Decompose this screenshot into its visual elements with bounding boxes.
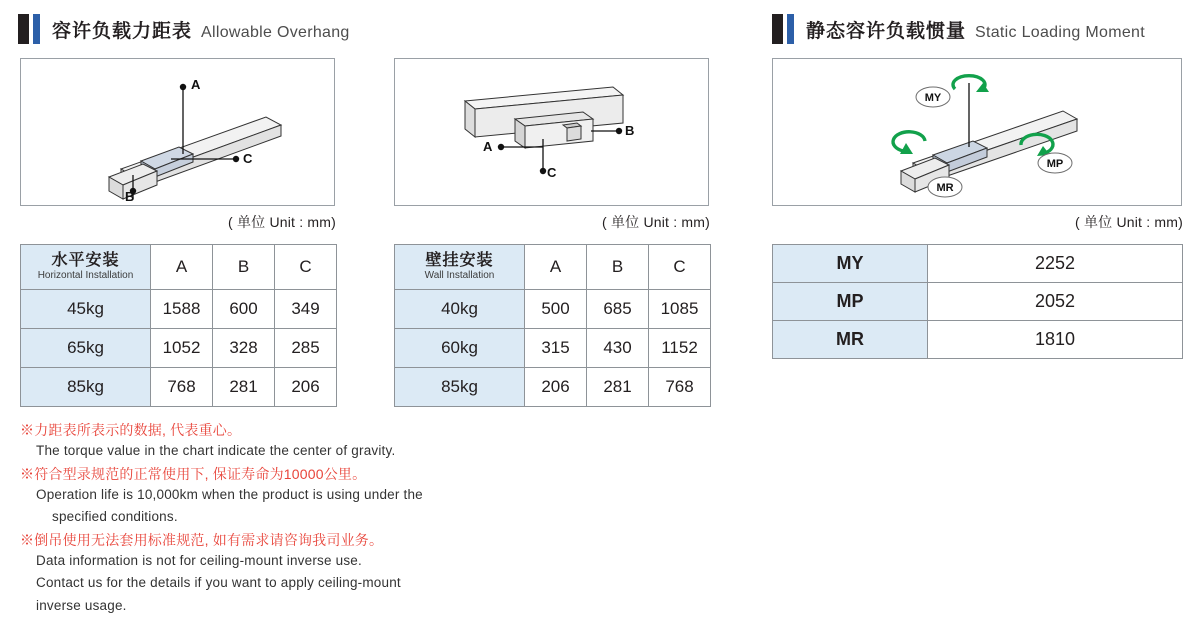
note-cn-1: ※力距表所表示的数据, 代表重心。 <box>20 422 242 438</box>
header-bar-dark <box>772 14 783 44</box>
moment-label-mp: MP <box>773 283 928 321</box>
figure-static-loading-moment <box>772 58 1182 206</box>
column-header-c: C <box>649 245 711 290</box>
note-cn-2: ※符合型录规范的正常使用下, 保证寿命为10000公里。 <box>20 465 367 482</box>
column-header-b: B <box>587 245 649 290</box>
figure-wall-installation <box>394 58 709 206</box>
cell-a: 1588 <box>151 290 213 329</box>
header-bar-blue <box>787 14 794 44</box>
note-cn-3: ※倒吊使用无法套用标准规范, 如有需求请咨询我司业务。 <box>20 531 384 548</box>
horizontal-actuator-drawing <box>21 59 334 205</box>
header-title-en: Allowable Overhang <box>201 23 350 41</box>
figure-label-a: A <box>191 77 201 92</box>
column-header-c: C <box>275 245 337 290</box>
note-en-3-line3: inverse usage. <box>36 597 127 613</box>
cell-a: 500 <box>525 290 587 329</box>
column-header-b: B <box>213 245 275 290</box>
section-header-allowable-overhang <box>18 14 350 44</box>
unit-caption-fig2: ( 单位 Unit : mm) <box>602 214 710 230</box>
figure-label-b: B <box>625 123 635 138</box>
cell-a: 1052 <box>151 329 213 368</box>
row-label: 60kg <box>395 329 525 368</box>
cell-a: 206 <box>525 368 587 407</box>
header-title-cn: 容许负载力距表 <box>52 20 193 42</box>
notes-block <box>20 420 540 618</box>
cell-c: 1085 <box>649 290 711 329</box>
table-header-en: Wall Installation <box>424 270 495 282</box>
header-bar-dark <box>18 14 29 44</box>
svg-text:MR: MR <box>936 182 954 194</box>
cell-a: 315 <box>525 329 587 368</box>
table-header-row <box>395 245 711 290</box>
cell-b: 430 <box>587 329 649 368</box>
table-row <box>773 283 1183 321</box>
note-en-3-line2: Contact us for the details if you want to apply ceiling-mount <box>36 575 401 591</box>
figure-label-a: A <box>483 139 493 154</box>
figure-label-c: C <box>243 151 253 166</box>
row-label: 65kg <box>21 329 151 368</box>
figure-horizontal-installation <box>20 58 335 206</box>
unit-caption-fig3: ( 单位 Unit : mm) <box>1075 214 1183 230</box>
column-header-a: A <box>525 245 587 290</box>
table-row <box>21 290 337 329</box>
header-bar-blue <box>33 14 40 44</box>
svg-text:MP: MP <box>1046 158 1064 170</box>
table-row <box>773 245 1183 283</box>
table-row <box>21 329 337 368</box>
table-header-cn: 水平安装 <box>51 252 120 270</box>
cell-b: 281 <box>587 368 649 407</box>
column-header-a: A <box>151 245 213 290</box>
table-row <box>395 368 711 407</box>
cell-b: 281 <box>213 368 275 407</box>
figure-label-mp <box>1038 153 1072 173</box>
note-en-2-line2: specified conditions. <box>52 509 178 525</box>
moment-label-mr: MR <box>773 321 928 359</box>
moment-value-mr: 1810 <box>928 321 1183 359</box>
table-row <box>773 321 1183 359</box>
table-header-label <box>21 245 151 290</box>
header-title-en: Static Loading Moment <box>975 23 1145 41</box>
cell-a: 768 <box>151 368 213 407</box>
table-header-row <box>21 245 337 290</box>
table-row <box>395 290 711 329</box>
note-en-2-line1: Operation life is 10,000km when the product is using under the <box>36 486 423 502</box>
header-titles <box>806 16 1145 43</box>
figure-label-my <box>916 87 950 107</box>
unit-caption-fig1: ( 单位 Unit : mm) <box>228 214 336 230</box>
wall-actuator-drawing <box>395 59 708 205</box>
cell-c: 768 <box>649 368 711 407</box>
cell-b: 328 <box>213 329 275 368</box>
table-header-label <box>395 245 525 290</box>
section-header-static-loading-moment <box>772 14 1145 44</box>
moment-value-my: 2252 <box>928 245 1183 283</box>
row-label: 40kg <box>395 290 525 329</box>
table-header-en: Horizontal Installation <box>37 270 134 282</box>
cell-c: 206 <box>275 368 337 407</box>
table-horizontal-installation <box>20 244 337 407</box>
table-wall-installation <box>394 244 711 407</box>
table-static-loading-moment <box>772 244 1183 359</box>
cell-b: 600 <box>213 290 275 329</box>
row-label: 45kg <box>21 290 151 329</box>
moment-value-mp: 2052 <box>928 283 1183 321</box>
svg-text:MY: MY <box>924 92 942 104</box>
figure-label-c: C <box>547 165 557 180</box>
cell-b: 685 <box>587 290 649 329</box>
cell-c: 1152 <box>649 329 711 368</box>
table-header-cn: 壁挂安装 <box>425 252 494 270</box>
moment-label-my: MY <box>773 245 928 283</box>
table-row <box>21 368 337 407</box>
row-label: 85kg <box>21 368 151 407</box>
header-titles <box>52 16 350 43</box>
figure-label-mr <box>928 177 962 197</box>
row-label: 85kg <box>395 368 525 407</box>
header-title-cn: 静态容许负载惯量 <box>806 20 967 42</box>
table-row <box>395 329 711 368</box>
figure-label-b: B <box>125 189 135 204</box>
cell-c: 349 <box>275 290 337 329</box>
moment-axes-drawing <box>773 59 1181 205</box>
cell-c: 285 <box>275 329 337 368</box>
note-en-3-line1: Data information is not for ceiling-mount inverse use. <box>36 552 362 568</box>
note-en-1-line1: The torque value in the chart indicate the center of gravity. <box>36 443 396 458</box>
